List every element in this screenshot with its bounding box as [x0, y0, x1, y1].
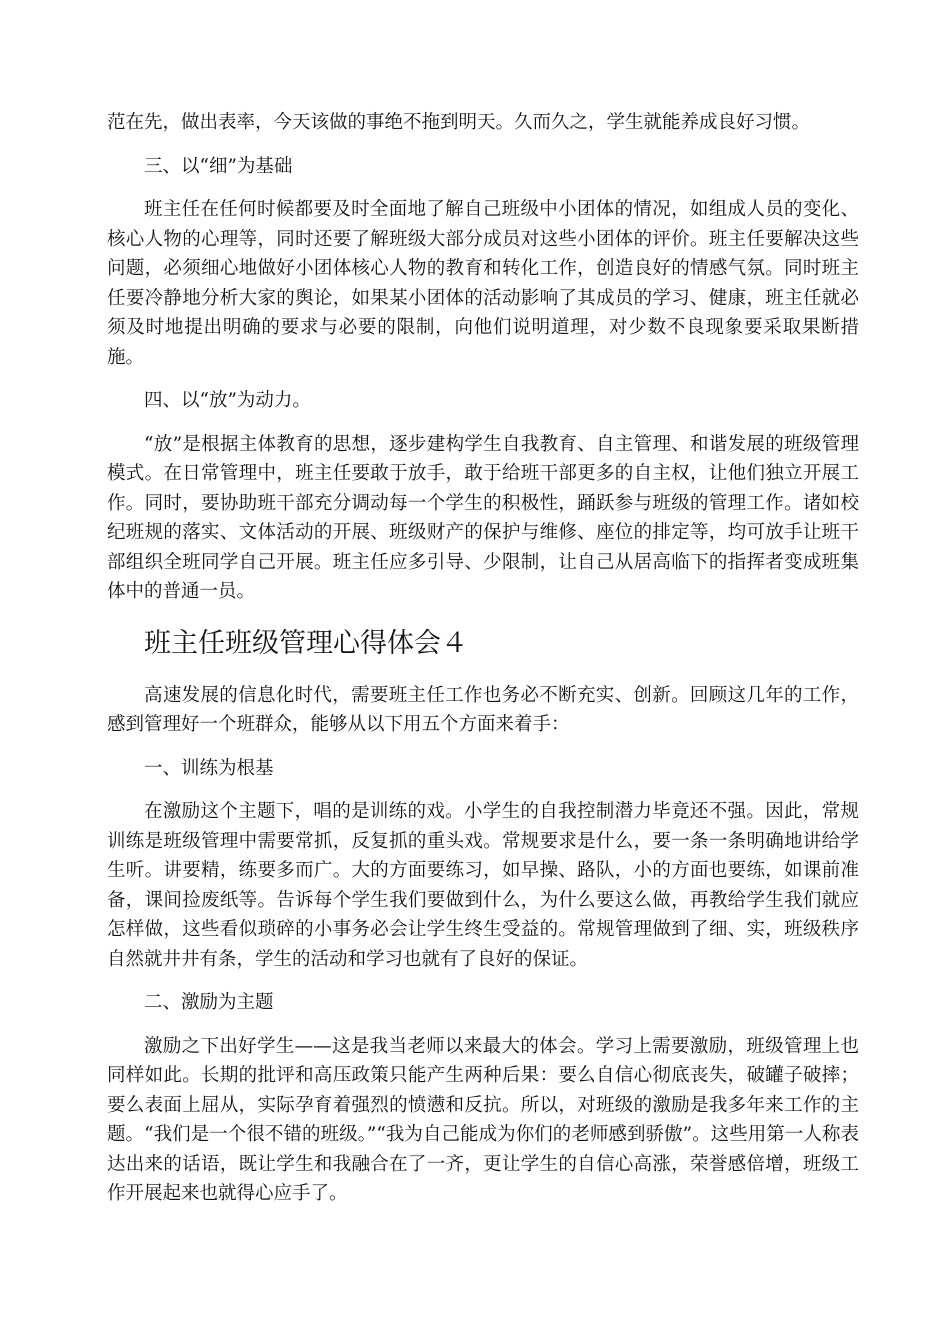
- section-heading-3: 三、以“细”为基础: [144, 155, 293, 177]
- paragraph-release: “放”是根据主体教育的思想，逐步建构学生自我教育、自主管理、和谐发展的班级管理模式。在日常管理中，班主任要敢于放手，敢于给班干部更多的自主权，让他们独立开展工作。同时，要协助班干部充分调动每一个学生的积极性，踊跃参与班级的管理工作。诸如校纪班规的落实、文体活动的开展、班级财产的保护与维修、座位的排定等，均可放手让班干部组织全班同学自己开展。班主任应多引导、少限制，让自己从居高临下的指挥者变成班集体中的普通一员。: [107, 433, 859, 602]
- document-page: [107, 108, 859, 1209]
- paragraph-motivation: 激励之下出好学生——这是我当老师以来最大的体会。学习上需要激励，班级管理上也同样如此。长期的批评和高压政策只能产生两种后果：要么自信心彻底丧失，破罐子破摔；要么表面上屈从，实际孕育着强烈的愤懑和反抗。所以，对班级的激励是我多年来工作的主题。“我们是一个很不错的班级。”“我为自己能成为你们的老师感到骄傲”。这些用第一人称表达出来的话语，既让学生和我融合在了一齐，更让学生的自信心高涨，荣誉感倍增，班级工作开展起来也就得心应手了。: [107, 1035, 859, 1204]
- intro-paragraph: 高速发展的信息化时代，需要班主任工作也务必不断充实、创新。回顾这几年的工作，感到管理好一个班群众，能够从以下用五个方面来着手：: [107, 684, 859, 735]
- article-title: 班主任班级管理心得体会４: [144, 627, 468, 659]
- section-heading-4: 四、以“放”为动力。: [144, 390, 311, 411]
- paragraph-training: 在激励这个主题下，唱的是训练的戏。小学生的自我控制潜力毕竟还不强。因此，常规训练是班级管理中需要常抓，反复抓的重头戏。常规要求是什么，要一条一条明确地讲给学生听。讲要精，练要多而广。大的方面要练习，如早操、路队，小的方面也要练，如课前准备，课间捡废纸等。告诉每个学生我们要做到什么，为什么要这么做，再教给学生我们就应怎样做，这些看似琐碎的小事务必会让学生终生受益的。常规管理做到了细、实，班级秩序自然就井井有条，学生的活动和学习也就有了良好的保证。: [107, 801, 859, 970]
- section-heading-2: 二、激励为主题: [144, 992, 274, 1013]
- continued-paragraph: 范在先，做出表率，今天该做的事绝不拖到明天。久而久之，学生就能养成良好习惯。: [107, 112, 811, 133]
- paragraph-detail: 班主任在任何时候都要及时全面地了解自己班级中小团体的情况，如组成人员的变化、核心人物的心理等，同时还要了解班级大部分成员对这些小团体的评价。班主任要解决这些问题，必须细心地做好小团体核心人物的教育和转化工作，创造良好的情感气氛。同时班主任要冷静地分析大家的舆论，如果某小团体的活动影响了其成员的学习、健康，班主任就必须及时地提出明确的要求与必要的限制，向他们说明道理，对少数不良现象要采取果断措施。: [107, 199, 859, 368]
- section-heading-1: 一、训练为根基: [144, 757, 274, 779]
